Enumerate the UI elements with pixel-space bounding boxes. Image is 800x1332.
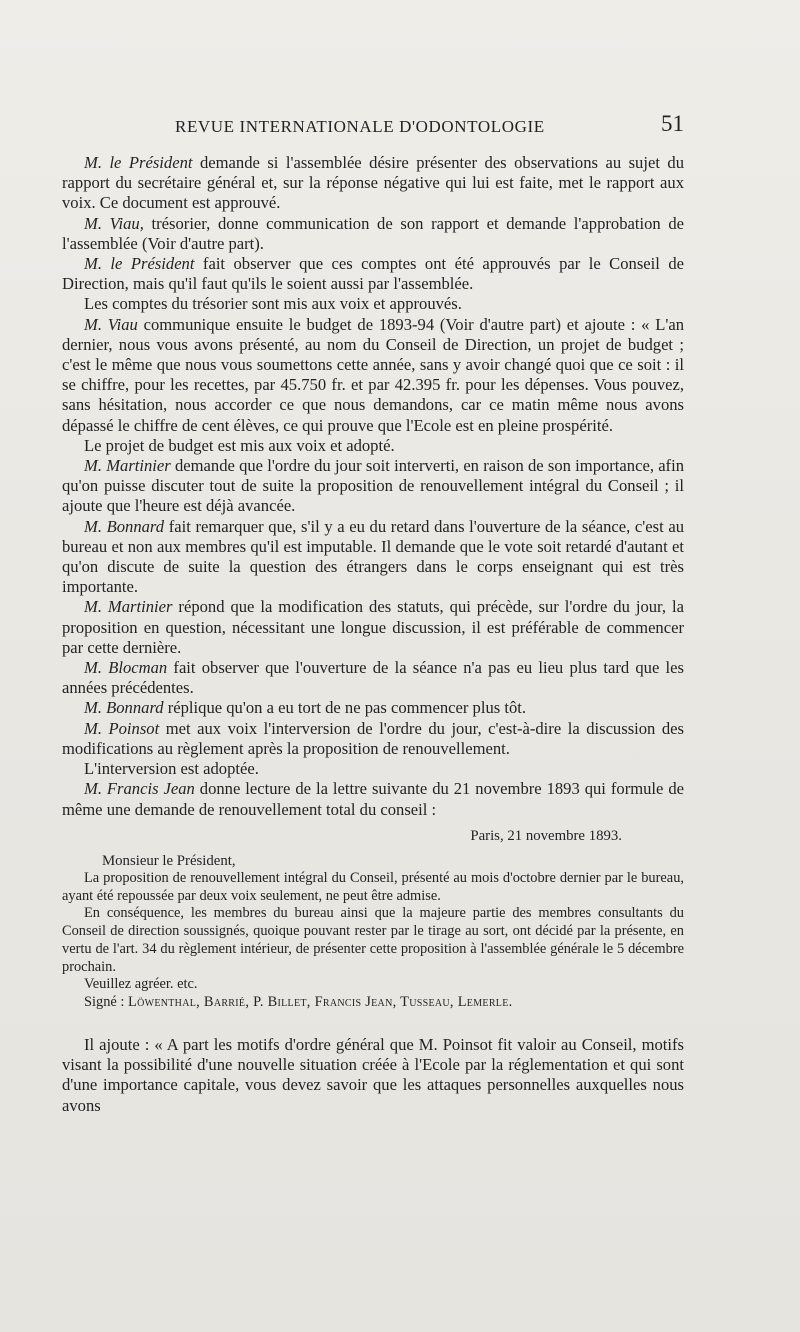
quoted-letter <box>62 827 684 1012</box>
paragraph <box>62 597 684 658</box>
letter-paragraph: La proposition de renouvellement intégral du Conseil, présenté au mois d'octobre dernier par le bureau, ayant été repoussée par deux voix seulement, ne peut être admise. <box>62 869 684 904</box>
letter-signature <box>62 994 684 1012</box>
letter-salutation: Monsieur le Président, <box>102 852 236 869</box>
speaker-name: M. Poinsot <box>84 718 160 738</box>
speaker-name: M. le Président <box>84 254 195 274</box>
signatory-names: Löwenthal, Barrié, P. Billet, Francis Jean, Tusseau, Lemerle. <box>127 994 513 1011</box>
speaker-name: M. Viau <box>84 314 138 334</box>
speaker-name: M. Francis Jean <box>84 779 195 799</box>
paragraph-text: fait observer que l'ouverture de la séance n'a pas eu lieu plus tard que les années précédentes. <box>62 658 684 698</box>
paragraph <box>62 719 684 759</box>
paragraph-text: demande si l'assemblée désire présenter des observations au sujet du rapport du secrétaire général et, sur la réponse négative qui lui est faite, met le rapport aux voix. Ce document est approuvé. <box>62 153 684 213</box>
paragraph-text: répond que la modification des statuts, qui précède, sur l'ordre du jour, la proposition en question, nécessitant une longue discussion, il est préférable de commencer par cette dernière. <box>62 597 684 657</box>
running-head <box>62 111 684 139</box>
speaker-name: M. Viau, <box>84 213 144 233</box>
letter-date: Paris, 21 novembre 1893. <box>470 827 622 844</box>
paragraph <box>62 214 684 254</box>
paragraph <box>62 436 684 456</box>
paragraph-text: Le projet de budget est mis aux voix et adopté. <box>84 435 395 455</box>
paragraph-text: Les comptes du trésorier sont mis aux voix et approuvés. <box>84 294 462 314</box>
speaker-name: M. le Président <box>84 153 193 172</box>
letter-paragraph: En conséquence, les membres du bureau ainsi que la majeure partie des membres consultants du Conseil de direction soussignés, quoique pouvant rester par le tirage au sort, ont décidé par la présente, en vertu de l'art. 34 du règlement intérieur, de présenter cette proposition à l'assemblée générale le 5 décembre prochain. <box>62 905 684 975</box>
speaker-name: M. Blocman <box>84 658 168 678</box>
paragraph-text: met aux voix l'interversion de l'ordre du jour, c'est-à-dire la discussion des modifications au règlement après la proposition de renouvellement. <box>62 718 684 758</box>
letter-paragraph: Veuillez agréer. etc. <box>84 976 198 993</box>
paragraph <box>62 315 684 436</box>
paragraph <box>62 779 684 819</box>
paragraph <box>62 456 684 517</box>
closing-paragraph: Il ajoute : « A part les motifs d'ordre général que M. Poinsot fit valoir au Conseil, motifs visant la possibilité d'une nouvelle situation créée à l'Ecole par la réglementation et qui sont d'une importance capitale, vous devez savoir que les attaques personnelles auxquelles nous avons <box>62 1035 684 1115</box>
speaker-name: M. Bonnard <box>84 698 164 718</box>
running-title: REVUE INTERNATIONALE D'ODONTOLOGIE <box>175 117 545 136</box>
paragraph-text: communique ensuite le budget de 1893-94 (Voir d'autre part) et ajoute : « L'an dernier, nous vous avons présenté, au nom du Conseil de Direction, un projet de budget ; c'est le même que nous vous soumettons cette année, sans y avoir changé quoi que ce soit : il se chiffre, pour les recettes, par 45.750 fr. et par 42.395 fr. pour les dépenses. Vous pouvez, sans hésitation, nous accorder ce que nous demandons, car ce matin même nous avons dépassé le chiffre de cent élèves, ce qui prouve que l'Ecole est en pleine prospérité. <box>62 314 684 435</box>
paragraph-text: demande que l'ordre du jour soit interverti, en raison de son importance, afin qu'on puisse discuter tout de suite la proposition de renouvellement intégral du Conseil ; il ajoute que l'heure est déjà avancée. <box>62 456 684 516</box>
paragraph-text: L'interversion est adoptée. <box>84 759 259 779</box>
paragraph-text: trésorier, donne communication de son rapport et demande l'approbation de l'assemblée (Voir d'autre part). <box>62 213 684 253</box>
paragraph <box>62 658 684 698</box>
paragraph <box>62 517 684 598</box>
paragraph <box>62 294 684 314</box>
page-number: 51 <box>661 111 684 136</box>
speaker-name: M. Martinier <box>84 456 171 476</box>
paragraph-text: donne lecture de la lettre suivante du 21 novembre 1893 qui formule de même une demande de renouvellement total du conseil : <box>62 779 685 819</box>
speaker-name: M. Bonnard <box>84 516 165 536</box>
paragraph <box>62 254 684 294</box>
paragraph-text: réplique qu'on a eu tort de ne pas commencer plus tôt. <box>163 698 527 718</box>
paragraph <box>62 153 684 214</box>
paragraph <box>62 698 684 718</box>
paragraph-text: fait observer que ces comptes ont été approuvés par le Conseil de Direction, mais qu'il faut qu'ils le soient aussi par l'assemblée. <box>62 254 684 294</box>
paragraph-text: fait remarquer que, s'il y a eu du retard dans l'ouverture de la séance, c'est au bureau et non aux membres qu'il est imputable. Il demande que le vote soit retardé d'autant et qu'on discute de suite la question des étrangers dans le corps enseignant qui est très importante. <box>62 516 684 597</box>
speaker-name: M. Martinier <box>84 597 173 617</box>
paragraph <box>62 759 684 779</box>
signature-label: Signé : <box>84 994 128 1011</box>
body-text <box>62 153 684 1116</box>
